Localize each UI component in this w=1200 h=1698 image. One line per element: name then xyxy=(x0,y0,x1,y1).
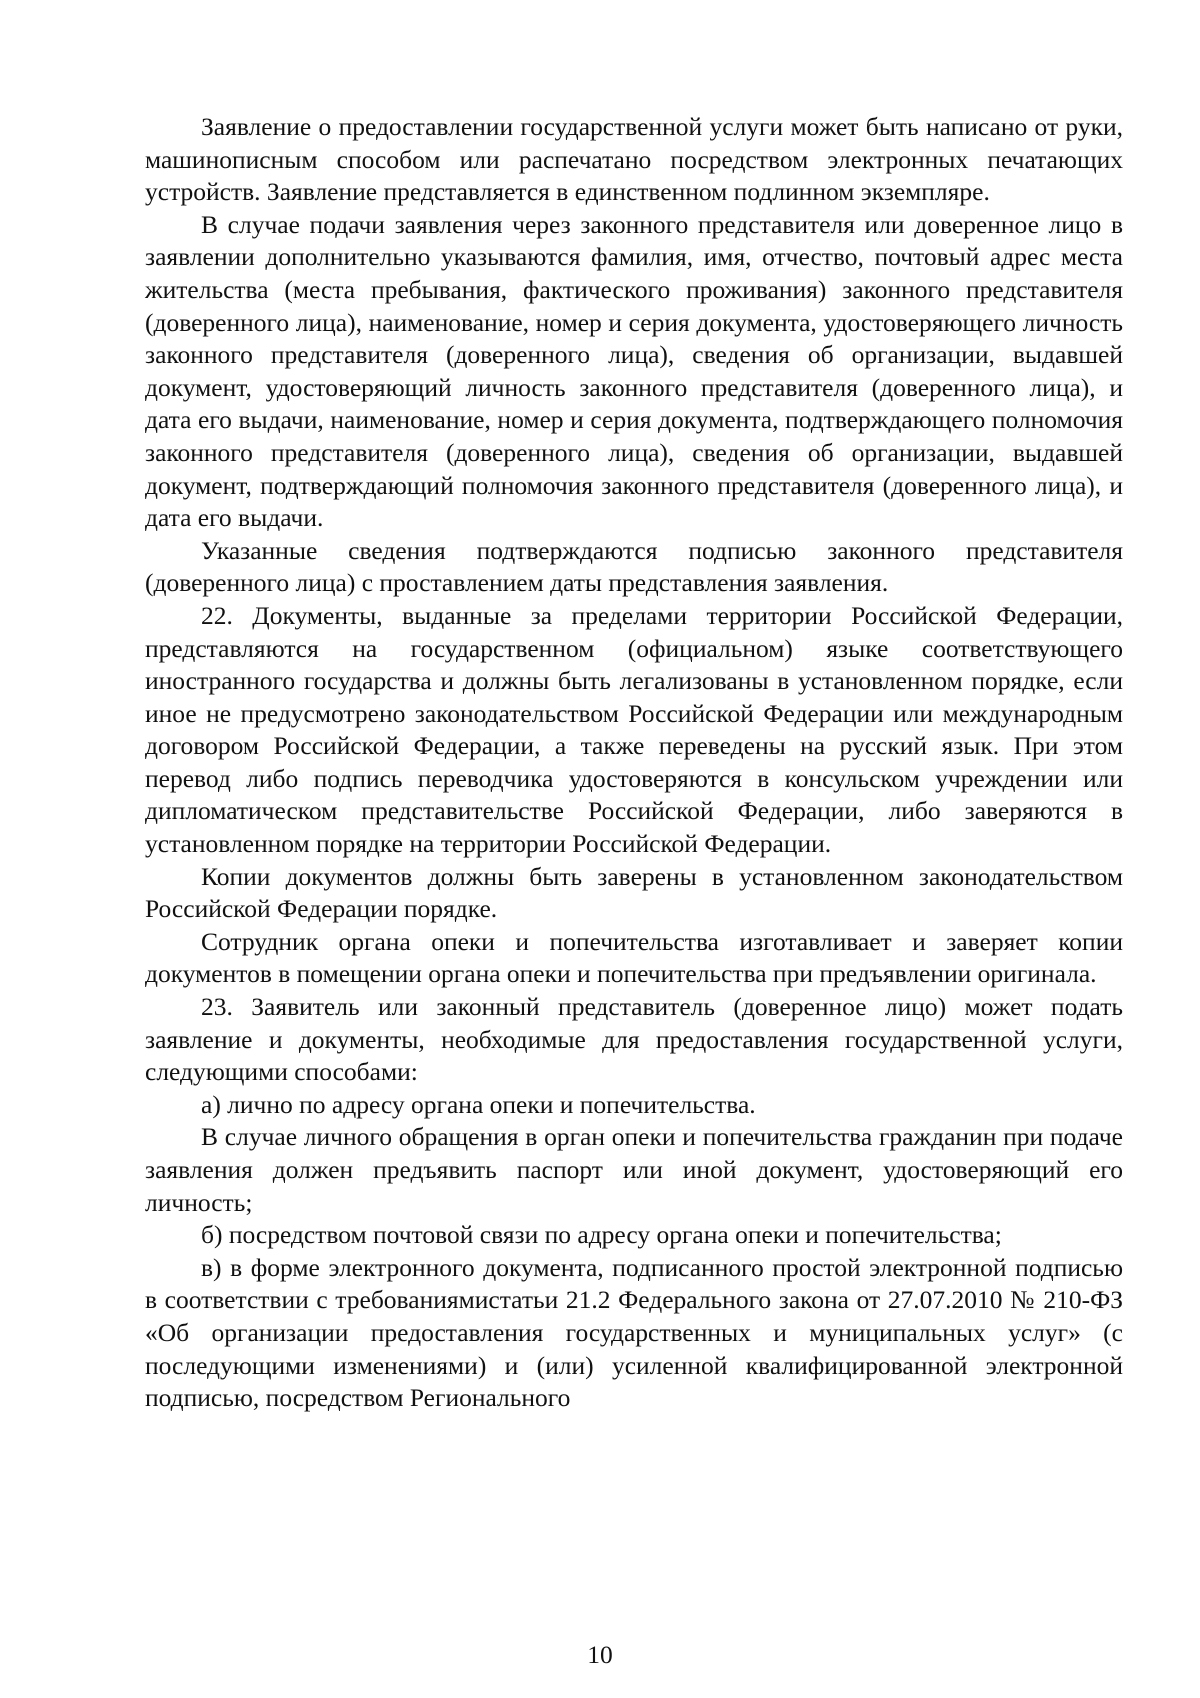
list-item-a-in-person: а) лично по адресу органа опеки и попечительства. xyxy=(201,1089,756,1119)
paragraph-personal-appeal: В случае личного обращения в орган опеки и попечительства гражданин при подаче заявления должен предъявить паспорт или иной документ, удостоверяющий его личность; xyxy=(145,1122,1123,1217)
list-item-c-electronic: в) в форме электронного документа, подписанного простой электронной подписью в соответствии с требованиямистатьи 21.2 Федерального закона от 27.07.2010 № 210-ФЗ «Об организации предоставления государственных и муниципальных услуг» (с последующими изменениями) и (или) усиленной квалифицированной электронной подписью, посредством Регионального xyxy=(145,1252,1123,1413)
paragraph-legal-representative: В случае подачи заявления через законного представителя или доверенное лицо в заявлении дополнительно указываются фамилия, имя, отчество, почтовый адрес места жительства (места пребывания, фактического проживания) законного представителя (доверенного лица), наименование, номер и серия документа, удостоверяющего личность законного представителя (доверенного лица), сведения об организации, выдавшей документ, удостоверяющий личность законного представителя (доверенного лица), и дата его выдачи, наименование, номер и серия документа, подтверждающего полномочия законного представителя (доверенного лица), сведения об организации, выдавшей документ, подтверждающий полномочия законного представителя (доверенного лица), и дата его выдачи. xyxy=(145,209,1123,533)
paragraph-signature-confirmation: Указанные сведения подтверждаются подписью законного представителя (доверенного лица) с проставлением даты представления заявления. xyxy=(145,535,1123,598)
paragraph-employee-copies: Сотрудник органа опеки и попечительства изготавливает и заверяет копии документов в помещении органа опеки и попечительства при предъявлении оригинала. xyxy=(145,926,1123,989)
document-body xyxy=(145,111,1123,1415)
paragraph-23-submission-methods: 23. Заявитель или законный представитель (доверенное лицо) может подать заявление и документы, необходимые для предоставления государственной услуги, следующими способами: xyxy=(145,992,1123,1087)
paragraph-application-form: Заявление о предоставлении государственной услуги может быть написано от руки, машинописным способом или распечатано посредством электронных печатающих устройств. Заявление представляется в единственном подлинном экземпляре. xyxy=(145,112,1123,207)
paragraph-22-foreign-documents: 22. Документы, выданные за пределами территории Российской Федерации, представляются на государственном (официальном) языке соответствующего иностранного государства и должны быть легализованы в установленном порядке, если иное не предусмотрено законодательством Российской Федерации или международным договором Российской Федерации, а также переведены на русский язык. При этом перевод либо подпись переводчика удостоверяются в консульском учреждении или дипломатическом представительстве Российской Федерации, либо заверяются в установленном порядке на территории Российской Федерации. xyxy=(145,600,1123,859)
page-number: 10 xyxy=(587,1640,613,1669)
paragraph-copies-certified: Копии документов должны быть заверены в установленном законодательством Российской Федерации порядке. xyxy=(145,861,1123,924)
list-item-b-post: б) посредством почтовой связи по адресу органа опеки и попечительства; xyxy=(201,1220,1002,1250)
